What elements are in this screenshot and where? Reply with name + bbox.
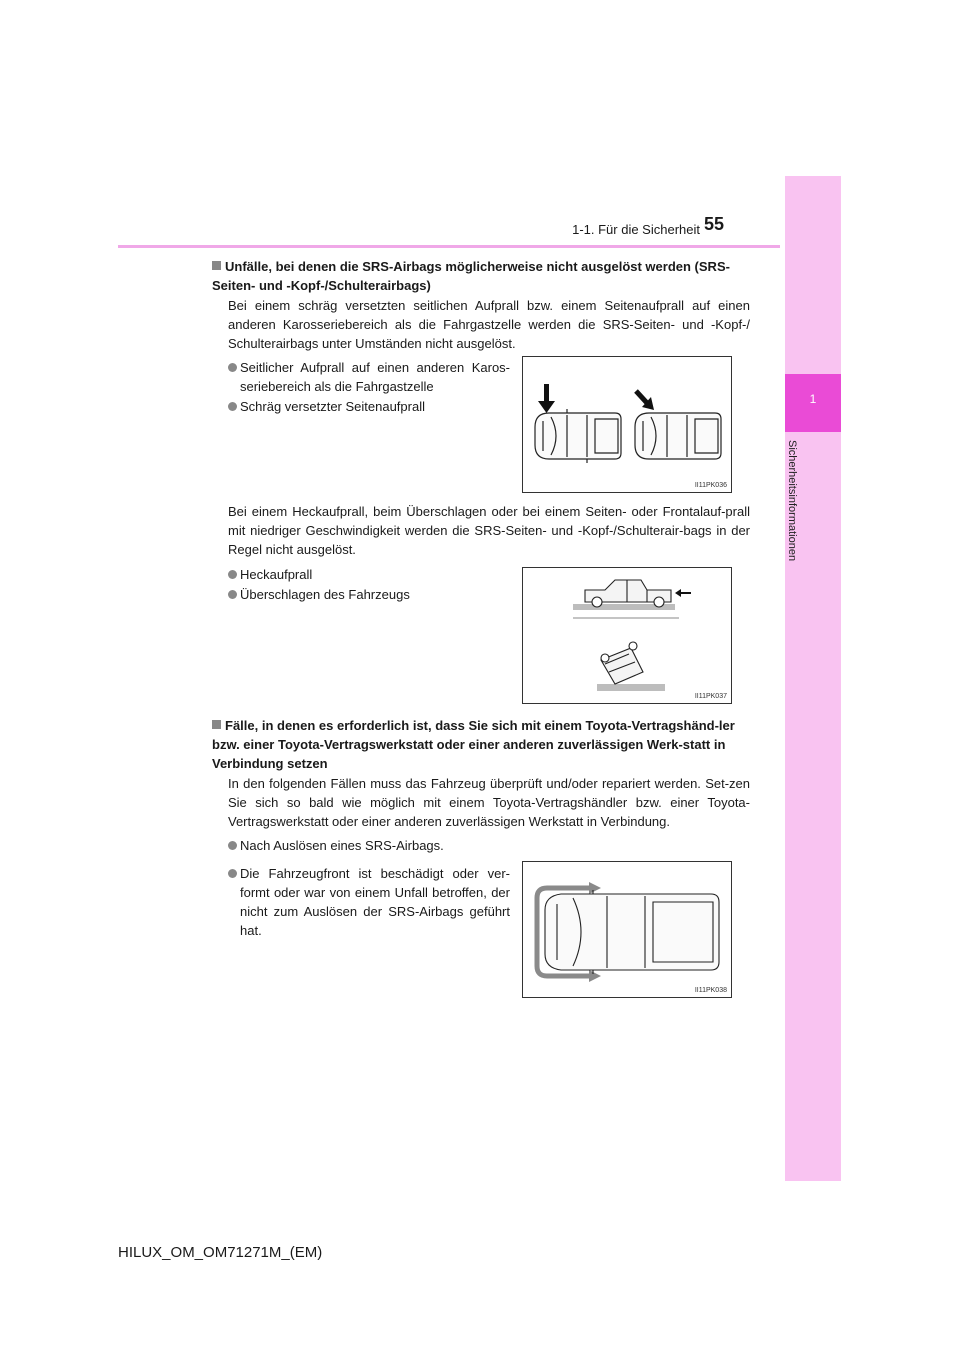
heading-text: Unfälle, bei denen die SRS-Airbags möglicherweise nicht ausgelöst werden (SRS-Seiten- und -Kopf-/Schulterairbags) — [212, 259, 730, 293]
list-item — [228, 358, 510, 396]
list-item-text: Seitlicher Aufprall auf einen anderen Karos-seriebereich als die Fahrgastzelle — [240, 360, 510, 394]
chapter-title: Sicherheitsinformationen — [786, 440, 798, 562]
figure-rear-impact-rollover — [522, 567, 732, 704]
vehicle-top-view — [535, 409, 621, 463]
list-item — [228, 397, 425, 416]
rear-impact-rollover-illustration — [523, 568, 731, 703]
figure-code: II11PK038 — [694, 987, 727, 994]
vehicle-side-view — [573, 580, 675, 610]
list-item-text: Überschlagen des Fahrzeugs — [240, 587, 410, 602]
arrow-left-icon — [675, 589, 691, 597]
figure-side-impact — [522, 356, 732, 493]
paragraph: Bei einem Heckaufprall, beim Überschlagen oder bei einem Seiten- oder Frontalauf-prall mit niedriger Geschwindigkeit werden die SRS-Seiten- und -Kopf-/Schulterair-bags in der Regel nicht ausgelöst. — [228, 504, 750, 557]
paragraph: Bei einem schräg versetzten seitlichen Aufprall bzw. einem Seitenaufprall auf einen anderen Karosseriebereich als die Fahrgastzelle werden die SRS-Seiten- und -Kopf-/ Schulterairbags unter Umständen nicht ausgelöst. — [228, 298, 750, 351]
figure-code: II11PK037 — [694, 693, 727, 700]
list-item — [228, 836, 444, 855]
round-bullet-icon — [228, 363, 237, 372]
section-heading — [212, 257, 752, 295]
figure-code: II11PK036 — [694, 482, 727, 489]
list-item — [228, 565, 312, 584]
round-bullet-icon — [228, 869, 237, 878]
arrow-diagonal-icon — [636, 391, 654, 410]
section-heading — [212, 716, 752, 773]
round-bullet-icon — [228, 590, 237, 599]
page-number: 55 — [704, 214, 725, 234]
figure-front-damage — [522, 861, 732, 998]
chapter-side-tab — [785, 176, 841, 1181]
list-item-text: Heckaufprall — [240, 567, 313, 582]
square-bullet-icon — [212, 720, 221, 729]
round-bullet-icon — [228, 570, 237, 579]
section-title: 1-1. Für die Sicherheit — [572, 222, 700, 237]
list-item — [228, 585, 410, 604]
list-item-text: Die Fahrzeugfront ist beschädigt oder ver-formt oder war von einem Unfall betroffen, der nicht zum Auslösen der SRS-Airbags geführt hat. — [240, 866, 510, 938]
chapter-number: 1 — [809, 392, 817, 406]
document-code: HILUX_OM_OM71271M_(EM) — [118, 1244, 323, 1261]
front-damage-illustration — [523, 862, 731, 997]
vehicle-top-view — [545, 890, 719, 974]
arrow-down-icon — [538, 384, 555, 413]
list-item-text: Nach Auslösen eines SRS-Airbags. — [240, 838, 444, 853]
header-divider — [118, 245, 780, 248]
round-bullet-icon — [228, 402, 237, 411]
square-bullet-icon — [212, 261, 221, 270]
vehicle-overturned — [597, 642, 665, 691]
paragraph: In den folgenden Fällen muss das Fahrzeug überprüft und/oder repariert werden. Set-zen Sie sich so bald wie möglich mit einem Toyota-Vertragshändler bzw. einer Toyota-Vertragswerkstatt oder einer anderen zuverlässigen Werkstatt in Verbindung. — [228, 776, 750, 829]
heading-text: Fälle, in denen es erforderlich ist, dass Sie sich mit einem Toyota-Vertragshänd-ler bzw. einer Toyota-Vertragswerkstatt oder einer anderen zuverlässigen Werk-statt in Verbindung setzen — [212, 718, 735, 771]
list-item-text: Schräg versetzter Seitenaufprall — [240, 399, 425, 414]
list-item — [228, 864, 510, 940]
round-bullet-icon — [228, 841, 237, 850]
arrow-right-icon — [589, 970, 601, 982]
arrow-right-icon — [589, 882, 601, 894]
side-impact-illustration — [523, 357, 731, 492]
vehicle-top-view — [635, 413, 721, 459]
